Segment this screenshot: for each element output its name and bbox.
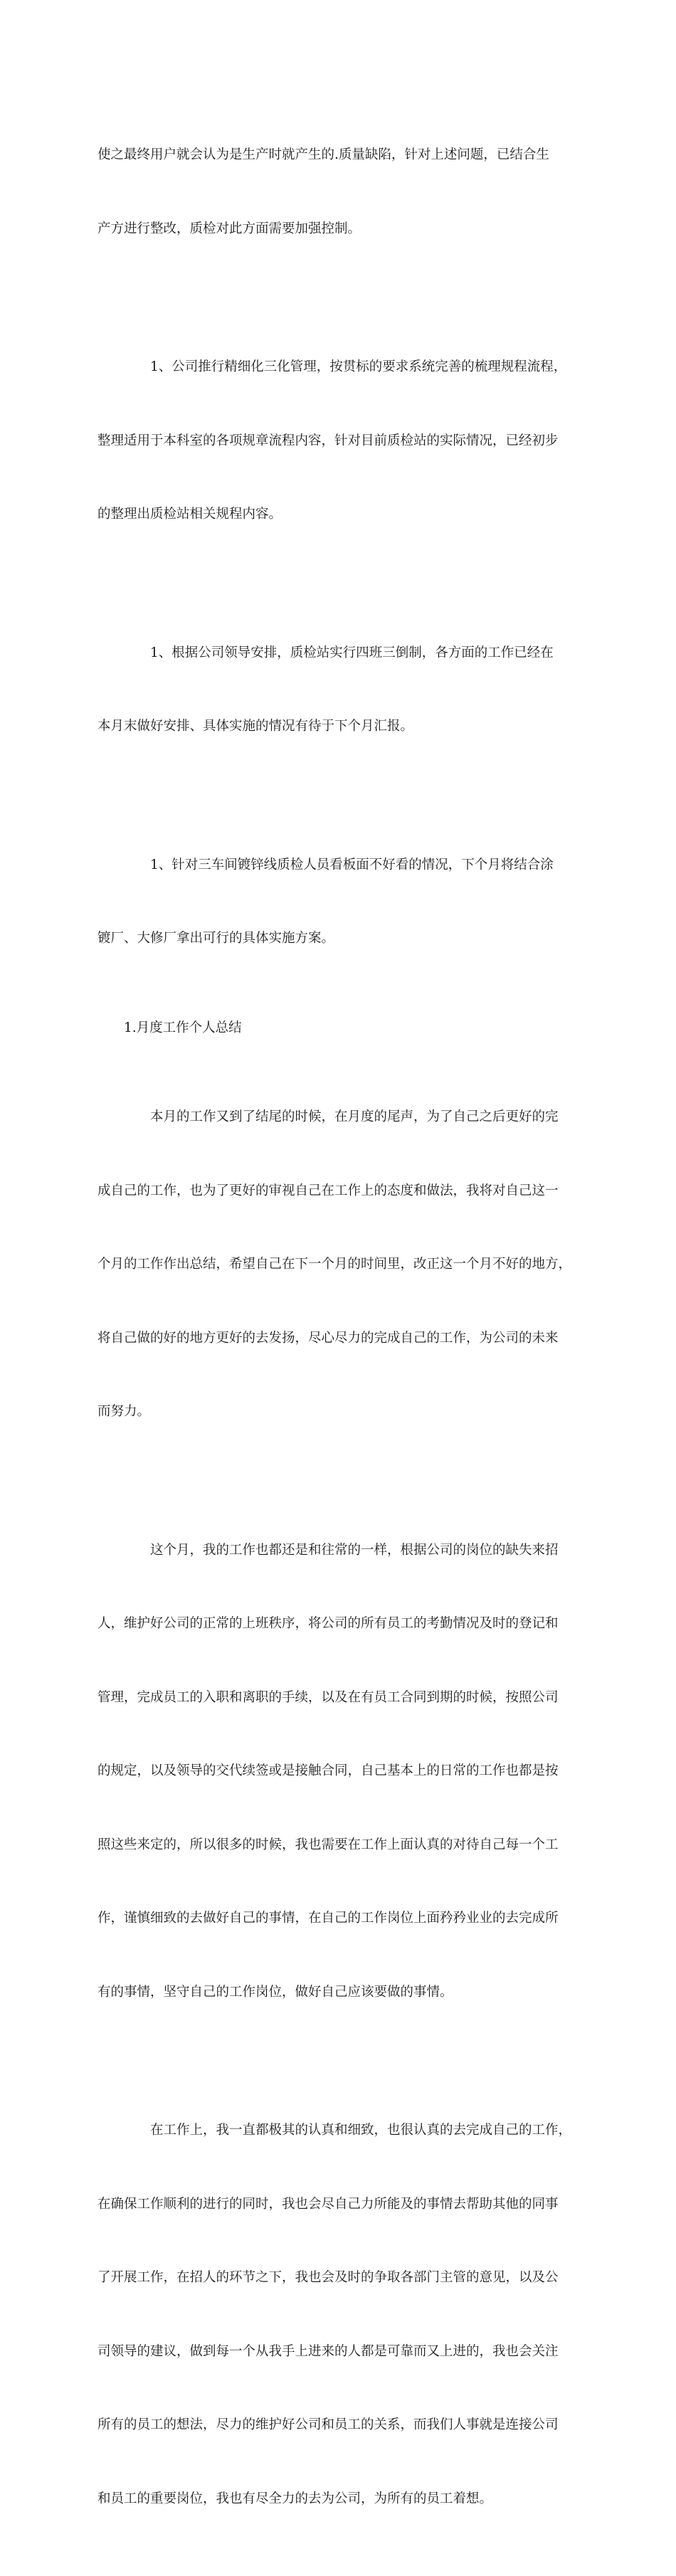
text-line: 所有的员工的想法，尽力的维护好公司和员工的关系，而我们人事就是连接公司: [97, 2417, 559, 2432]
text-line: 成自己的工作，也为了更好的审视自己在工作上的态度和做法，我将对自己这一: [97, 1183, 559, 1198]
section-heading: 1.月度工作个人总结: [124, 1020, 242, 1035]
document-body: [97, 94, 581, 2576]
text-line: 将自己做的好的地方更好的去发扬，尽心尽力的完成自己的工作，为公司的未来: [97, 1330, 559, 1346]
text-line: 镀厂、大修厂拿出可行的具体实施方案。: [97, 931, 335, 946]
paragraph-month-end: [97, 1056, 581, 1474]
text-line: 的规定，以及领导的交代续签或是接触合同，自己基本上的日常的工作也都是按: [97, 1763, 559, 1778]
paragraph-galvanizing-line: [97, 804, 581, 1001]
paragraph-quality-defect: [97, 94, 581, 290]
text-line: 和员工的重要岗位，我也有尽全力的去为公司，为所有的员工着想。: [97, 2491, 493, 2506]
text-line: 在工作上，我一直都极其的认真和细致，也很认真的去完成自己的工作，: [150, 2123, 572, 2138]
paragraph-work-attitude: [97, 2069, 581, 2560]
text-line: 整理适用于本科室的各项规章流程内容，针对目前质检站的实际情况，已经初步: [97, 433, 559, 448]
text-line: 人，维护好公司的正常的上班秩序，将公司的所有员工的考勤情况及时的登记和: [97, 1616, 559, 1631]
text-line: 1、公司推行精细化三化管理，按贯标的要求系统完善的梳理规程流程，: [150, 359, 567, 374]
text-line: 本月末做好安排、具体实施的情况有待于下个月汇报。: [97, 719, 414, 734]
paragraph-shift-arrangement: [97, 592, 581, 788]
text-line: 管理，完成员工的入职和离职的手续，以及在有员工合同到期的时候，按照公司: [97, 1689, 559, 1705]
text-line: 了开展工作，在招人的环节之下，我也会及时的争取各部门主管的意见，以及公: [97, 2270, 559, 2285]
text-line: 个月的工作作出总结，希望自己在下一个月的时间里，改正这一个月不好的地方，: [97, 1257, 572, 1272]
text-line: 1、针对三车间镀锌线质检人员看板面不好看的情况，下个月将结合涂: [150, 857, 554, 872]
text-line: 有的事情，坚守自己的工作岗位，做好自己应该要做的事情。: [97, 1984, 453, 2000]
text-line: 司领导的建议，做到每一个从我手上进来的人都是可靠而又上进的，我也会关注: [97, 2343, 559, 2359]
text-line: 作，谨慎细致的去做好自己的事情，在自己的工作岗位上面矜矜业业的去完成所: [97, 1911, 559, 1926]
text-line: 照这些来定的，所以很多的时候，我也需要在工作上面认真的对待自己每一个工: [97, 1837, 559, 1852]
text-line: 而努力。: [97, 1404, 151, 1419]
text-line: 在确保工作顺利的进行的同时，我也会尽自己力所能及的事情去帮助其他的同事: [97, 2196, 559, 2212]
text-line: 1、根据公司领导安排，质检站实行四班三倒制，各方面的工作已经在: [150, 645, 554, 660]
paragraph-refined-management: [97, 306, 581, 576]
paragraph-daily-work: [97, 1489, 581, 2054]
text-line: 的整理出质检站相关规程内容。: [97, 507, 282, 522]
text-line: 使之最终用户就会认为是生产时就产生的.质量缺陷，针对上述问题，已结合生: [97, 147, 549, 162]
text-line: 本月的工作又到了结尾的时候，在月度的尾声，为了自己之后更好的完: [150, 1109, 559, 1124]
text-line: 这个月，我的工作也都还是和往常的一样，根据公司的岗位的缺失来招: [150, 1542, 559, 1558]
text-line: 产方进行整改，质检对此方面需要加强控制。: [97, 221, 361, 236]
